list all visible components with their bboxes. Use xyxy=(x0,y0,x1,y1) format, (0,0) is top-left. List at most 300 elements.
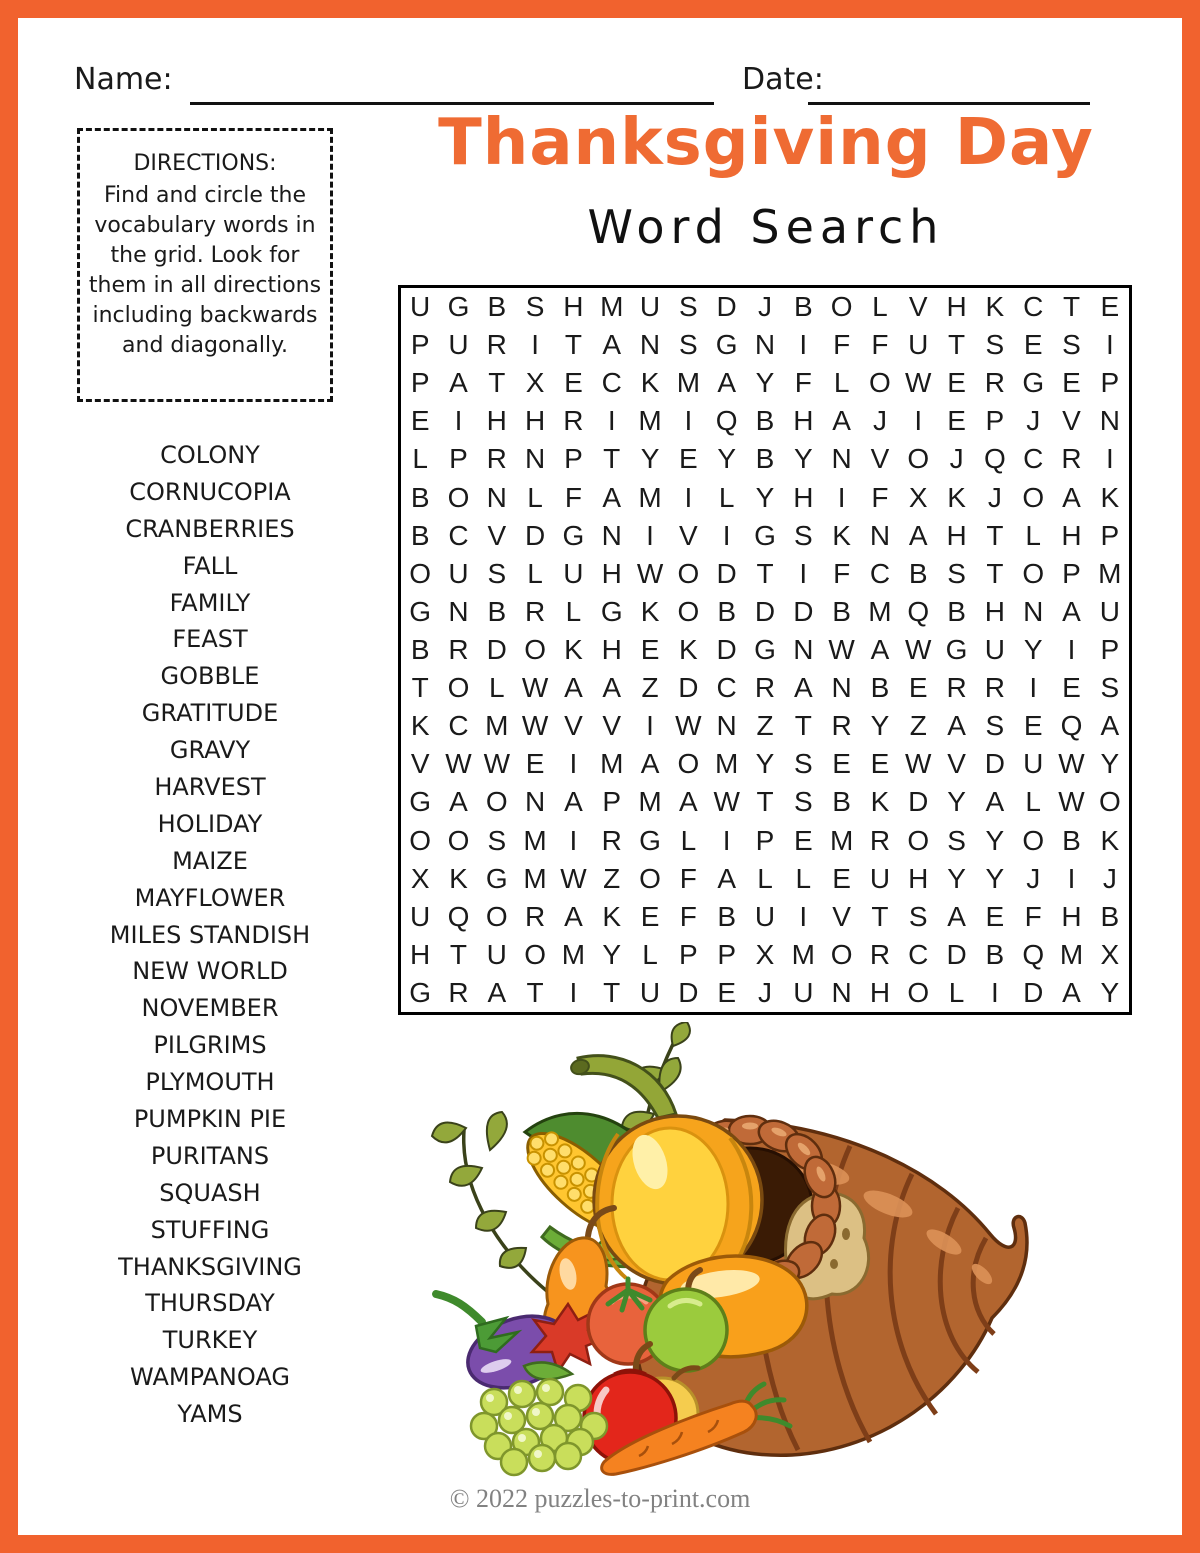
grid-letter[interactable]: T xyxy=(756,557,774,589)
grid-letter[interactable]: N xyxy=(869,519,891,551)
grid-letter[interactable]: S xyxy=(985,710,1005,742)
grid-letter[interactable]: B xyxy=(1062,824,1081,856)
grid-letter[interactable]: A xyxy=(1062,976,1081,1008)
grid-letter[interactable]: H xyxy=(946,519,967,551)
grid-letter[interactable]: I xyxy=(799,900,808,932)
grid-letter[interactable]: Q xyxy=(447,900,470,932)
grid-letter[interactable]: F xyxy=(833,557,851,589)
grid-letter[interactable]: T xyxy=(986,557,1004,589)
grid-letter[interactable]: W xyxy=(905,748,932,780)
grid-letter[interactable]: V xyxy=(908,291,928,323)
grid-letter[interactable]: I xyxy=(684,405,693,437)
grid-letter[interactable]: B xyxy=(793,291,813,323)
grid-letter[interactable]: I xyxy=(722,824,731,856)
grid-letter[interactable]: D xyxy=(678,672,699,704)
grid-letter[interactable]: P xyxy=(1062,557,1081,589)
grid-letter[interactable]: H xyxy=(793,481,814,513)
grid-letter[interactable]: T xyxy=(871,900,889,932)
grid-letter[interactable]: Y xyxy=(1100,976,1120,1008)
grid-letter[interactable]: S xyxy=(793,786,813,818)
grid-letter[interactable]: B xyxy=(717,900,737,932)
grid-letter[interactable]: E xyxy=(908,672,928,704)
grid-letter[interactable]: U xyxy=(1023,748,1044,780)
grid-letter[interactable]: U xyxy=(448,329,469,361)
grid-letter[interactable]: A xyxy=(564,786,583,818)
grid-letter[interactable]: R xyxy=(563,405,584,437)
grid-letter[interactable]: E xyxy=(410,405,430,437)
grid-letter[interactable]: R xyxy=(984,367,1005,399)
grid-letter[interactable]: Y xyxy=(755,481,775,513)
grid-letter[interactable]: P xyxy=(410,329,430,361)
grid-letter[interactable]: D xyxy=(984,748,1005,780)
grid-letter[interactable]: L xyxy=(412,443,428,475)
grid-letter[interactable]: N xyxy=(486,481,507,513)
grid-letter[interactable]: R xyxy=(448,976,469,1008)
grid-letter[interactable]: A xyxy=(908,519,928,551)
grid-letter[interactable]: C xyxy=(716,672,737,704)
grid-letter[interactable]: M xyxy=(523,862,547,894)
grid-letter[interactable]: A xyxy=(793,672,813,704)
grid-letter[interactable]: H xyxy=(563,291,584,323)
grid-letter[interactable]: G xyxy=(562,519,585,551)
grid-letter[interactable]: U xyxy=(448,557,469,589)
grid-letter[interactable]: K xyxy=(640,595,660,627)
grid-letter[interactable]: O xyxy=(409,824,432,856)
grid-letter[interactable]: A xyxy=(985,786,1005,818)
grid-letter[interactable]: J xyxy=(987,481,1002,513)
grid-letter[interactable]: T xyxy=(526,976,544,1008)
grid-letter[interactable]: B xyxy=(410,481,430,513)
grid-letter[interactable]: E xyxy=(947,367,966,399)
grid-letter[interactable]: S xyxy=(1062,329,1081,361)
word-search-grid[interactable] xyxy=(398,285,1132,1015)
grid-letter[interactable]: B xyxy=(755,443,775,475)
grid-letter[interactable]: M xyxy=(676,367,701,399)
grid-letter[interactable]: L xyxy=(527,481,543,513)
grid-letter[interactable]: L xyxy=(1025,786,1041,818)
grid-letter[interactable]: I xyxy=(607,405,616,437)
grid-letter[interactable]: E xyxy=(947,405,966,437)
grid-letter[interactable]: F xyxy=(679,862,697,894)
grid-letter[interactable]: L xyxy=(527,557,543,589)
grid-letter[interactable]: I xyxy=(722,519,731,551)
grid-letter[interactable]: M xyxy=(791,938,815,970)
grid-letter[interactable]: R xyxy=(869,938,891,970)
grid-letter[interactable]: U xyxy=(410,291,431,323)
grid-letter[interactable]: C xyxy=(448,710,469,742)
grid-letter[interactable]: F xyxy=(871,481,889,513)
grid-letter[interactable]: S xyxy=(985,329,1005,361)
grid-letter[interactable]: S xyxy=(679,329,698,361)
grid-letter[interactable]: P xyxy=(410,367,430,399)
grid-letter[interactable]: D xyxy=(678,976,699,1008)
name-blank-line[interactable] xyxy=(190,70,714,105)
grid-letter[interactable]: W xyxy=(713,786,740,818)
grid-letter[interactable]: O xyxy=(524,938,546,970)
grid-letter[interactable]: Y xyxy=(640,443,660,475)
grid-letter[interactable]: U xyxy=(563,557,584,589)
grid-letter[interactable]: U xyxy=(869,862,891,894)
grid-letter[interactable]: C xyxy=(1023,291,1044,323)
grid-letter[interactable]: H xyxy=(1061,900,1082,932)
grid-letter[interactable]: I xyxy=(1105,329,1114,361)
grid-letter[interactable]: E xyxy=(832,862,851,894)
grid-letter[interactable]: R xyxy=(601,824,622,856)
grid-letter[interactable]: O xyxy=(1098,786,1121,818)
grid-letter[interactable]: S xyxy=(525,291,545,323)
grid-letter[interactable]: E xyxy=(793,824,813,856)
grid-letter[interactable]: N xyxy=(754,329,776,361)
grid-letter[interactable]: D xyxy=(716,291,737,323)
grid-letter[interactable]: A xyxy=(832,405,851,437)
grid-letter[interactable]: R xyxy=(486,443,507,475)
grid-letter[interactable]: B xyxy=(908,557,928,589)
grid-letter[interactable]: J xyxy=(872,405,887,437)
grid-letter[interactable]: H xyxy=(984,595,1005,627)
grid-letter[interactable]: B xyxy=(717,595,737,627)
grid-letter[interactable]: C xyxy=(869,557,891,589)
grid-letter[interactable]: R xyxy=(486,329,507,361)
date-blank-line[interactable] xyxy=(808,70,1090,105)
grid-letter[interactable]: L xyxy=(642,938,658,970)
grid-letter[interactable]: Q xyxy=(984,443,1006,475)
grid-letter[interactable]: R xyxy=(448,633,469,665)
grid-letter[interactable]: N xyxy=(639,329,661,361)
grid-letter[interactable]: M xyxy=(485,710,509,742)
grid-letter[interactable]: E xyxy=(640,900,660,932)
grid-letter[interactable]: X xyxy=(755,938,775,970)
grid-letter[interactable]: M xyxy=(715,748,739,780)
grid-letter[interactable]: Q xyxy=(907,595,930,627)
grid-letter[interactable]: Q xyxy=(1022,938,1045,970)
grid-letter[interactable]: Y xyxy=(717,443,737,475)
grid-letter[interactable]: H xyxy=(946,291,967,323)
grid-letter[interactable]: A xyxy=(449,367,468,399)
grid-letter[interactable]: I xyxy=(646,519,654,551)
grid-letter[interactable]: I xyxy=(569,748,578,780)
grid-letter[interactable]: K xyxy=(564,633,583,665)
grid-letter[interactable]: N xyxy=(831,672,852,704)
grid-letter[interactable]: U xyxy=(754,900,776,932)
grid-letter[interactable]: B xyxy=(832,595,851,627)
grid-letter[interactable]: U xyxy=(639,976,661,1008)
grid-letter[interactable]: C xyxy=(1023,443,1044,475)
grid-letter[interactable]: V xyxy=(410,748,430,780)
grid-letter[interactable]: O xyxy=(677,557,700,589)
grid-letter[interactable]: O xyxy=(1022,824,1045,856)
grid-letter[interactable]: D xyxy=(716,633,737,665)
grid-letter[interactable]: W xyxy=(1058,748,1085,780)
grid-letter[interactable]: I xyxy=(569,976,578,1008)
grid-letter[interactable]: T xyxy=(564,329,582,361)
grid-letter[interactable]: H xyxy=(601,557,622,589)
grid-letter[interactable]: A xyxy=(870,633,890,665)
grid-letter[interactable]: D xyxy=(1023,976,1044,1008)
grid-letter[interactable]: I xyxy=(531,329,539,361)
grid-letter[interactable]: F xyxy=(564,481,582,513)
grid-letter[interactable]: T xyxy=(794,710,812,742)
grid-letter[interactable]: V xyxy=(602,710,622,742)
grid-letter[interactable]: A xyxy=(602,329,622,361)
grid-letter[interactable]: Z xyxy=(641,672,659,704)
grid-letter[interactable]: R xyxy=(831,710,852,742)
grid-letter[interactable]: M xyxy=(638,481,662,513)
grid-letter[interactable]: G xyxy=(754,633,776,665)
grid-letter[interactable]: N xyxy=(448,595,469,627)
grid-letter[interactable]: O xyxy=(677,595,700,627)
grid-letter[interactable]: V xyxy=(870,443,890,475)
grid-letter[interactable]: L xyxy=(680,824,697,856)
grid-letter[interactable]: Y xyxy=(870,710,890,742)
grid-letter[interactable]: S xyxy=(908,900,928,932)
grid-letter[interactable]: H xyxy=(486,405,507,437)
grid-letter[interactable]: E xyxy=(640,633,660,665)
grid-letter[interactable]: J xyxy=(757,976,772,1008)
grid-letter[interactable]: Y xyxy=(1023,633,1043,665)
grid-letter[interactable]: U xyxy=(486,938,507,970)
grid-letter[interactable]: J xyxy=(1026,405,1041,437)
grid-letter[interactable]: U xyxy=(1099,595,1120,627)
grid-letter[interactable]: U xyxy=(639,291,661,323)
grid-letter[interactable]: M xyxy=(638,405,662,437)
grid-letter[interactable]: O xyxy=(485,900,508,932)
grid-letter[interactable]: I xyxy=(454,405,463,437)
grid-letter[interactable]: W xyxy=(483,748,510,780)
grid-letter[interactable]: V xyxy=(1062,405,1081,437)
grid-letter[interactable]: R xyxy=(984,672,1005,704)
grid-letter[interactable]: X xyxy=(908,481,928,513)
grid-letter[interactable]: O xyxy=(907,976,930,1008)
grid-letter[interactable]: Z xyxy=(756,710,774,742)
grid-letter[interactable]: Y xyxy=(755,367,775,399)
grid-letter[interactable]: K xyxy=(449,862,468,894)
grid-letter[interactable]: A xyxy=(564,900,583,932)
grid-letter[interactable]: D xyxy=(486,633,507,665)
grid-letter[interactable]: I xyxy=(569,824,578,856)
grid-letter[interactable]: Y xyxy=(602,938,622,970)
grid-letter[interactable]: L xyxy=(948,976,965,1008)
grid-letter[interactable]: N xyxy=(601,519,622,551)
grid-letter[interactable]: P xyxy=(564,443,583,475)
grid-letter[interactable]: U xyxy=(793,976,814,1008)
grid-letter[interactable]: H xyxy=(410,938,431,970)
grid-letter[interactable]: X xyxy=(1100,938,1120,970)
grid-letter[interactable]: T xyxy=(1062,291,1081,323)
grid-letter[interactable]: J xyxy=(1102,862,1117,894)
grid-letter[interactable]: U xyxy=(984,633,1005,665)
grid-letter[interactable]: F xyxy=(833,329,851,361)
grid-letter[interactable]: T xyxy=(449,938,468,970)
grid-letter[interactable]: Q xyxy=(715,405,738,437)
grid-letter[interactable]: W xyxy=(1058,786,1085,818)
grid-letter[interactable]: V xyxy=(947,748,966,780)
grid-letter[interactable]: L xyxy=(488,672,505,704)
grid-letter[interactable]: D xyxy=(524,519,546,551)
grid-letter[interactable]: I xyxy=(1067,862,1076,894)
grid-letter[interactable]: G xyxy=(447,291,470,323)
grid-letter[interactable]: T xyxy=(488,367,506,399)
grid-letter[interactable]: M xyxy=(600,291,624,323)
grid-letter[interactable]: E xyxy=(1023,329,1043,361)
grid-letter[interactable]: I xyxy=(799,557,808,589)
grid-letter[interactable]: E xyxy=(1062,672,1081,704)
grid-letter[interactable]: S xyxy=(679,291,698,323)
grid-letter[interactable]: O xyxy=(447,481,470,513)
grid-letter[interactable]: B xyxy=(755,405,775,437)
grid-letter[interactable]: G xyxy=(409,976,432,1008)
grid-letter[interactable]: H xyxy=(524,405,546,437)
grid-letter[interactable]: K xyxy=(640,367,660,399)
grid-letter[interactable]: M xyxy=(868,595,892,627)
grid-letter[interactable]: O xyxy=(524,633,546,665)
grid-letter[interactable]: H xyxy=(869,976,891,1008)
grid-letter[interactable]: Y xyxy=(985,862,1005,894)
grid-letter[interactable]: F xyxy=(871,329,889,361)
grid-letter[interactable]: I xyxy=(914,405,923,437)
grid-letter[interactable]: D xyxy=(793,595,814,627)
grid-letter[interactable]: N xyxy=(793,633,814,665)
grid-letter[interactable]: K xyxy=(870,786,890,818)
grid-letter[interactable]: T xyxy=(948,329,966,361)
grid-letter[interactable]: P xyxy=(717,938,737,970)
grid-letter[interactable]: L xyxy=(565,595,582,627)
grid-letter[interactable]: P xyxy=(1100,633,1120,665)
grid-letter[interactable]: A xyxy=(449,786,468,818)
grid-letter[interactable]: G xyxy=(639,824,661,856)
grid-letter[interactable]: T xyxy=(756,786,774,818)
grid-letter[interactable]: B xyxy=(947,595,966,627)
grid-letter[interactable]: O xyxy=(485,786,508,818)
grid-letter[interactable]: A xyxy=(947,710,966,742)
grid-letter[interactable]: V xyxy=(487,519,507,551)
grid-letter[interactable]: R xyxy=(754,672,776,704)
grid-letter[interactable]: O xyxy=(447,824,470,856)
grid-letter[interactable]: L xyxy=(872,291,888,323)
grid-letter[interactable]: Y xyxy=(755,748,775,780)
grid-letter[interactable]: K xyxy=(832,519,851,551)
grid-letter[interactable]: O xyxy=(907,824,930,856)
grid-letter[interactable]: O xyxy=(639,862,661,894)
grid-letter[interactable]: G xyxy=(485,862,508,894)
grid-letter[interactable]: K xyxy=(1100,824,1120,856)
grid-letter[interactable]: M xyxy=(1059,938,1084,970)
grid-letter[interactable]: T xyxy=(411,672,429,704)
grid-letter[interactable]: S xyxy=(793,519,813,551)
grid-letter[interactable]: R xyxy=(524,595,546,627)
grid-letter[interactable]: D xyxy=(946,938,967,970)
grid-letter[interactable]: Z xyxy=(603,862,621,894)
grid-letter[interactable]: N xyxy=(831,443,852,475)
grid-letter[interactable]: N xyxy=(716,710,737,742)
grid-letter[interactable]: W xyxy=(828,633,855,665)
grid-letter[interactable]: I xyxy=(1029,672,1038,704)
grid-letter[interactable]: O xyxy=(907,443,930,475)
grid-letter[interactable]: Y xyxy=(947,786,966,818)
grid-letter[interactable]: E xyxy=(564,367,583,399)
grid-letter[interactable]: S xyxy=(793,748,813,780)
grid-letter[interactable]: C xyxy=(448,519,469,551)
grid-letter[interactable]: A xyxy=(1100,710,1120,742)
grid-letter[interactable]: F xyxy=(794,367,812,399)
grid-letter[interactable]: A xyxy=(640,748,660,780)
grid-letter[interactable]: W xyxy=(521,710,549,742)
grid-letter[interactable]: A xyxy=(1062,595,1081,627)
grid-letter[interactable]: F xyxy=(1024,900,1042,932)
grid-letter[interactable]: Y xyxy=(985,824,1005,856)
grid-letter[interactable]: A xyxy=(1062,481,1081,513)
grid-letter[interactable]: E xyxy=(870,748,890,780)
grid-letter[interactable]: I xyxy=(1105,443,1114,475)
grid-letter[interactable]: G xyxy=(409,595,432,627)
grid-letter[interactable]: M xyxy=(561,938,586,970)
grid-letter[interactable]: H xyxy=(908,862,929,894)
grid-letter[interactable]: I xyxy=(799,329,808,361)
grid-letter[interactable]: E xyxy=(717,976,737,1008)
grid-letter[interactable]: W xyxy=(445,748,472,780)
grid-letter[interactable]: F xyxy=(679,900,697,932)
grid-letter[interactable]: A xyxy=(564,672,583,704)
grid-letter[interactable]: T xyxy=(603,976,621,1008)
grid-letter[interactable]: J xyxy=(757,291,772,323)
grid-letter[interactable]: N xyxy=(1023,595,1044,627)
grid-letter[interactable]: M xyxy=(600,748,624,780)
grid-letter[interactable]: Z xyxy=(909,710,927,742)
grid-letter[interactable]: M xyxy=(829,824,854,856)
grid-letter[interactable]: W xyxy=(636,557,664,589)
grid-letter[interactable]: I xyxy=(646,710,654,742)
grid-letter[interactable]: J xyxy=(1026,862,1041,894)
grid-letter[interactable]: K xyxy=(947,481,966,513)
grid-letter[interactable]: U xyxy=(908,329,929,361)
grid-letter[interactable]: G xyxy=(945,633,968,665)
grid-letter[interactable]: H xyxy=(601,633,622,665)
grid-letter[interactable]: A xyxy=(487,976,507,1008)
grid-letter[interactable]: B xyxy=(985,938,1005,970)
grid-letter[interactable]: V xyxy=(564,710,583,742)
grid-letter[interactable]: W xyxy=(675,710,702,742)
grid-letter[interactable]: V xyxy=(832,900,851,932)
grid-letter[interactable]: E xyxy=(832,748,851,780)
grid-letter[interactable]: I xyxy=(991,976,999,1008)
grid-letter[interactable]: R xyxy=(524,900,546,932)
grid-letter[interactable]: K xyxy=(1100,481,1120,513)
grid-letter[interactable]: M xyxy=(523,824,547,856)
grid-letter[interactable]: B xyxy=(487,291,507,323)
grid-letter[interactable]: C xyxy=(601,367,622,399)
grid-letter[interactable]: T xyxy=(603,443,621,475)
grid-letter[interactable]: N xyxy=(831,976,852,1008)
grid-letter[interactable]: K xyxy=(602,900,622,932)
grid-letter[interactable]: O xyxy=(830,938,853,970)
grid-letter[interactable]: T xyxy=(986,519,1004,551)
grid-letter[interactable]: Y xyxy=(793,443,813,475)
grid-letter[interactable]: S xyxy=(947,557,966,589)
grid-letter[interactable]: G xyxy=(1022,367,1045,399)
grid-letter[interactable]: V xyxy=(679,519,698,551)
grid-letter[interactable]: L xyxy=(795,862,812,894)
grid-letter[interactable]: B xyxy=(832,786,851,818)
grid-letter[interactable]: D xyxy=(754,595,776,627)
grid-letter[interactable]: L xyxy=(757,862,773,894)
grid-letter[interactable]: H xyxy=(1061,519,1082,551)
grid-letter[interactable]: W xyxy=(905,633,932,665)
grid-letter[interactable]: P xyxy=(449,443,468,475)
grid-letter[interactable]: L xyxy=(1025,519,1041,551)
grid-letter[interactable]: P xyxy=(602,786,622,818)
grid-letter[interactable]: P xyxy=(1100,519,1120,551)
grid-letter[interactable]: B xyxy=(487,595,507,627)
grid-letter[interactable]: N xyxy=(524,786,546,818)
